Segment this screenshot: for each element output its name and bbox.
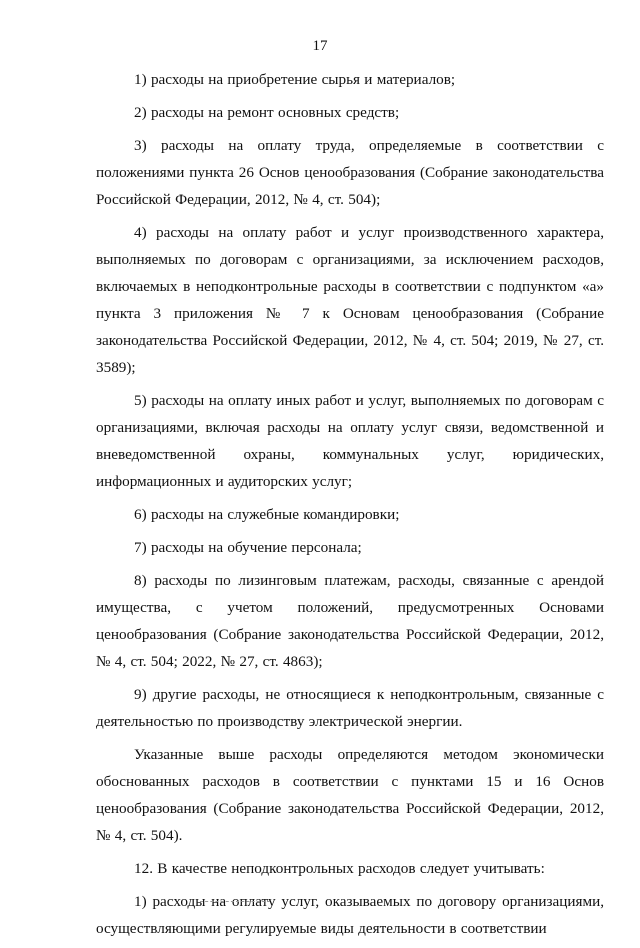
scan-footer-mark — [200, 901, 270, 903]
section-12-heading: 12. В качестве неподконтрольных расходов следует учитывать: — [134, 860, 545, 877]
page-number: 17 — [312, 38, 328, 54]
list-item-raw-materials: 1) расходы на приобретение сырья и материалов; — [134, 71, 456, 88]
list-item-other-expenses: 9) другие расходы, не относящиеся к неподконтрольным, связанные с деятельностью по производству электрической энергии. — [96, 686, 604, 730]
list-item-repair: 2) расходы на ремонт основных средств; — [134, 104, 400, 121]
list-item-labor: 3) расходы на оплату труда, определяемые в соответствии с положениями пункта 26 Основ ценообразования (Собрание законодательства Российской Федерации, 2012, № 4, ст. 504); — [96, 137, 604, 208]
method-paragraph: Указанные выше расходы определяются методом экономически обоснованных расходов в соответствии с пунктами 15 и 16 Основ ценообразования (Собрание законодательства Российской Федерации, 2012, № 4, ст. 504). — [96, 746, 604, 844]
list-item-training: 7) расходы на обучение персонала; — [134, 539, 362, 556]
list-item-other-services: 5) расходы на оплату иных работ и услуг, выполняемых по договорам с организациями, включая расходы на оплату услуг связи, ведомственной и вневедомственной охраны, коммунальных услуг, юридических, информационных и аудиторских услуг; — [96, 392, 604, 490]
document-body — [96, 66, 604, 948]
list-item-business-trips: 6) расходы на служебные командировки; — [134, 506, 400, 523]
list-item-regulated-services: 1) расходы на оплату услуг, оказываемых по договору организациями, осуществляющими регулируемые виды деятельности в соответствии — [96, 893, 604, 937]
list-item-production-services: 4) расходы на оплату работ и услуг производственного характера, выполняемых по договорам с организациями, за исключением расходов, включаемых в неподконтрольные расходы в соответствии с подпунктом «а» пункта 3 приложения № 7 к Основам ценообразования (Собрание законодательства Российской Федерации, 2012, № 4, ст. 504; 2019, № 27, ст. 3589); — [96, 224, 604, 376]
list-item-leasing: 8) расходы по лизинговым платежам, расходы, связанные с арендой имущества, с учетом положений, предусмотренных Основами ценообразования (Собрание законодательства Российской Федерации, 2012, № 4, ст. 504; 2022, № 27, ст. 4863); — [96, 572, 604, 670]
